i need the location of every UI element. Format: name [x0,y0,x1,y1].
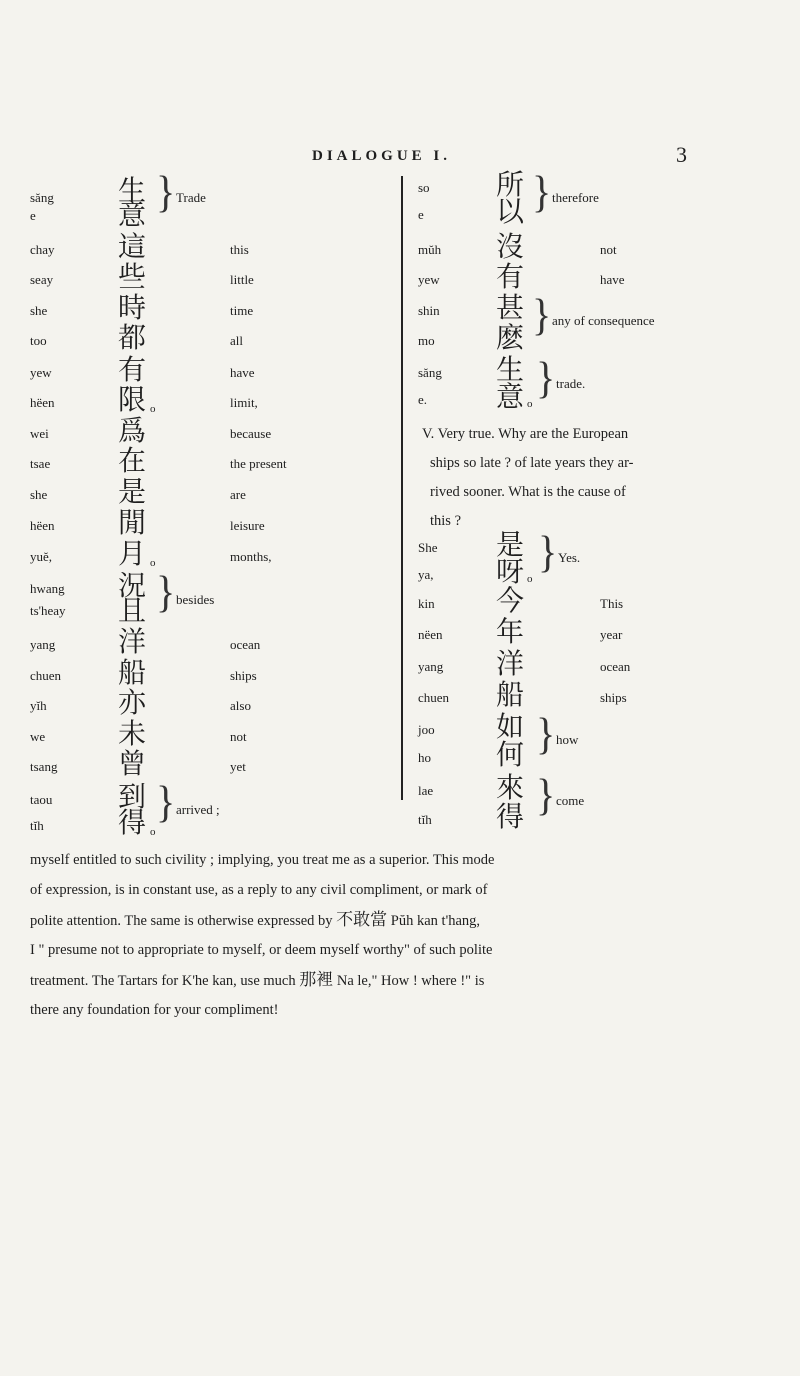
paragraph-text: polite attention. The same is otherwise expressed by [30,913,333,929]
brace: } [536,769,556,820]
circle-mark: o [527,398,533,410]
gloss: therefore [552,190,599,205]
chinese-character: 閒 [118,506,147,539]
romanization: chuen [418,690,450,705]
brace: } [532,289,552,340]
chinese-character: 些 [118,260,147,293]
chinese-character: 都 [118,321,147,354]
gloss: little [230,272,254,287]
chinese-character: 如 [496,710,525,743]
chinese-character: 曾 [118,747,147,780]
romanization: lae [418,783,434,798]
chinese-character: 以 [496,195,525,228]
circle-mark: o [150,403,156,415]
romanization: joo [418,722,435,737]
paragraph-line [30,906,480,937]
translation-line: V. Very true. Why are the European [422,426,629,442]
romanization: mŭh [418,242,442,257]
romanization: e [418,207,424,222]
chinese-character: 洋 [496,647,525,680]
gloss: ocean [230,637,261,652]
gloss: leisure [230,518,265,533]
translation-line: rived sooner. What is the cause of [430,484,626,500]
gloss: also [230,698,251,713]
inline-chinese: 不敢當 [336,910,388,930]
romanization: yew [418,272,440,287]
romanization: ho [418,750,431,765]
gloss: are [230,487,246,502]
romanization: she [30,303,48,318]
romanization: tsae [30,456,51,471]
paragraph-line: of expression, is in constant use, as a reply to any civil compliment, or mark of [30,882,488,898]
translation-line: ships so late ? of late years they ar- [430,455,634,471]
circle-mark: o [527,573,533,585]
chinese-character: 今 [496,584,525,617]
paragraph-text: Pŭh kan t'hang, [390,913,480,929]
gloss: ocean [600,659,631,674]
paragraph-text: Na le," How ! where !" is [336,973,485,989]
romanization: taou [30,792,53,807]
romanization: yĭh [30,698,47,713]
paragraph-line [30,966,484,997]
chinese-character: 到 [118,780,147,813]
page-number: 3 [676,142,687,167]
chinese-character: 有 [496,260,525,293]
gloss: This [600,596,624,611]
romanization: ya, [418,567,434,582]
gloss: ships [230,668,257,683]
romanization: so [418,180,430,195]
chinese-character: 甚 [496,291,525,324]
gloss: this [230,242,249,257]
romanization: wei [30,426,49,441]
gloss: arrived ; [176,802,220,817]
circle-mark: o [150,557,156,569]
inline-chinese: 那裡 [299,970,334,990]
gloss: yet [230,759,246,774]
chinese-character: 且 [118,594,147,627]
chinese-character: 洋 [118,625,147,658]
gloss: all [230,333,243,348]
chinese-character: 所 [496,168,525,201]
chinese-character: 來 [496,771,525,804]
chinese-character: 時 [118,291,147,324]
chinese-character: 船 [496,678,525,711]
gloss: have [600,272,625,287]
romanization: săng [418,365,442,380]
romanization: yuĕ, [30,549,53,564]
paragraph-text: treatment. The Tartars for K'he kan, use much [30,973,296,989]
chinese-character: 爲 [118,414,147,447]
romanization: mo [418,333,435,348]
translation-line: this ? [430,513,462,529]
gloss: how [556,732,579,747]
gloss: the present [230,456,287,471]
chinese-character: 月 [118,537,147,570]
chinese-character: 是 [118,475,147,508]
gloss: have [230,365,255,380]
romanization: yang [30,637,56,652]
chinese-character: 意 [496,380,525,413]
paragraph-line: myself entitled to such civility ; implying, you treat me as a superior. This mode [30,852,495,868]
brace: } [156,566,176,617]
chinese-character: 得 [118,806,147,839]
gloss: any of consequence [552,313,655,328]
gloss: not [600,242,617,257]
gloss: months, [230,549,272,564]
romanization: yang [418,659,444,674]
chinese-character: 何 [496,738,525,771]
romanization: chuen [30,668,62,683]
chinese-character: 沒 [496,230,525,263]
romanization: kin [418,596,435,611]
running-header: DIALOGUE I. [312,148,452,164]
romanization: yew [30,365,52,380]
gloss: trade. [556,376,586,391]
chinese-character: 生 [118,174,147,207]
gloss: not [230,729,247,744]
chinese-character: 是 [496,528,525,561]
gloss: time [230,303,254,318]
chinese-character: 有 [118,353,147,386]
romanization: chay [30,242,55,257]
romanization: too [30,333,47,348]
romanization: tĭh [418,812,432,827]
chinese-character: 未 [118,717,147,750]
gloss: come [556,793,585,808]
romanization: e [30,208,36,223]
brace: } [536,352,556,403]
romanization: hwang [30,581,65,596]
chinese-character: 亦 [118,686,147,719]
chinese-character: 生 [496,353,525,386]
romanization: e. [418,392,428,407]
chinese-character: 年 [496,615,525,648]
gloss: ships [600,690,627,705]
chinese-character: 船 [118,656,147,689]
romanization: săng [30,190,54,205]
chinese-character: 在 [118,444,147,477]
romanization: She [418,540,438,555]
chinese-character: 呀 [496,555,525,588]
romanization: hëen [30,395,55,410]
column-divider [401,176,403,800]
gloss: Yes. [558,550,581,565]
chinese-character: 這 [118,230,147,263]
gloss: because [230,426,272,441]
chinese-character: 得 [496,800,525,833]
chinese-character: 況 [118,569,147,602]
chinese-character: 意 [118,198,147,231]
gloss: Trade [176,190,206,205]
chinese-character: 限 [118,383,147,416]
brace: } [156,166,176,217]
brace: } [536,708,556,759]
romanization: seay [30,272,54,287]
paragraph-line: I " presume not to appropriate to myself, or deem myself worthy" of such polite [30,942,493,958]
romanization: tsang [30,759,58,774]
gloss: limit, [230,395,258,410]
brace: } [532,166,552,217]
romanization: shin [418,303,440,318]
paragraph-line: there any foundation for your compliment! [30,1002,279,1018]
romanization: ts'heay [30,603,66,618]
romanization: tĭh [30,818,44,833]
romanization: we [30,729,46,744]
romanization: nëen [418,627,443,642]
brace: } [538,526,558,577]
circle-mark: o [150,826,156,838]
romanization: hëen [30,518,55,533]
romanization: she [30,487,48,502]
gloss: year [600,627,623,642]
brace: } [156,776,176,827]
chinese-character: 麽 [496,321,525,354]
gloss: besides [176,592,215,607]
